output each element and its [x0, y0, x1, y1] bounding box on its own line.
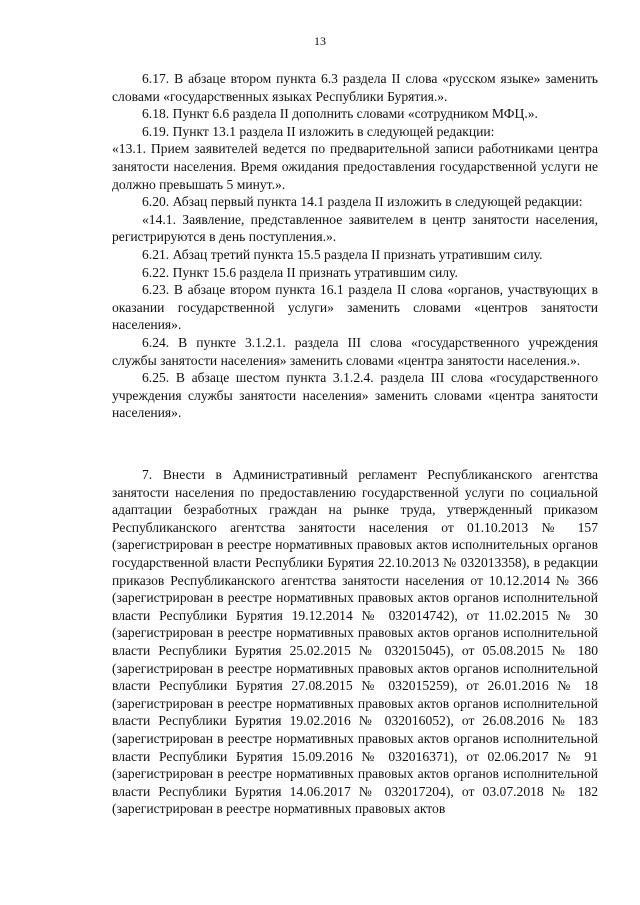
paragraph-6-21: 6.21. Абзац третий пункта 15.5 раздела II признать утратившим силу.: [142, 246, 543, 262]
paragraph-6-22: 6.22. Пункт 15.6 раздела II признать утратившим силу.: [142, 264, 458, 280]
page-number: 13: [314, 34, 326, 48]
paragraph-6-20: 6.20. Абзац первый пункта 14.1 раздела II изложить в следующей редакции:: [142, 194, 583, 210]
paragraph-6-17: 6.17. В абзаце втором пункта 6.3 раздела II слова «русском языке» заменить словами «государственных языках Республики Бурятия.».: [112, 71, 598, 104]
quote-14-1: «14.1. Заявление, представленное заявителем в центр занятости населения, регистрируются в день поступления.».: [112, 211, 598, 245]
paragraph-6-25: 6.25. В абзаце шестом пункта 3.1.2.4. раздела III слова «государственного учреждения службы занятости населения» заменить словами «центра занятости населения».: [112, 370, 598, 421]
paragraph-6-24: 6.24. В пункте 3.1.2.1. раздела III слова «государственного учреждения службы занятости населения» заменить словами «центра занятости населения.».: [112, 334, 598, 368]
quote-13-1: «13.1. Прием заявителей ведется по предварительной записи работниками центра занятости населения. Время ожидания предоставления государственной услуги не должно превышать 5 минут.».: [112, 141, 598, 192]
paragraph-6-18: 6.18. Пункт 6.6 раздела II дополнить словами «сотрудником МФЦ.».: [142, 106, 538, 122]
paragraph-6-23: 6.23. В абзаце втором пункта 16.1 раздела II слова «органов, участвующих в оказании государственной услуги» заменить словами «центров занятости населения».: [112, 282, 598, 333]
amendments-list: [112, 70, 598, 422]
paragraph-7: 7. Внести в Административный регламент Республиканского агентства занятости населения по предоставлению государственной услуги по социальной адаптации безработных граждан на рынке труда, утвержденный приказом Республиканского агентства занятости населения от 01.10.2013 № 157 (зарегистрирован в реестре нормативных правовых актов исполнительных органов государственной власти Республики Бурятия 22.10.2013 № 032013358), в редакции приказов Республиканского агентства занятости населения от 10.12.2014 № 366 (зарегистрирован в реестре нормативных правовых актов органов исполнительной власти Республики Бурятия 19.12.2014 № 032014742), от 11.02.2015 № 30 (зарегистрирован в реестре нормативных правовых актов органов исполнительной власти Республики Бурятия 25.02.2015 № 032015045), от 05.08.2015 № 180 (зарегистрирован в реестре нормативных правовых актов органов исполнительной власти Республики Бурятия 27.08.2015 № 032015259), от 26.01.2016 № 18 (зарегистрирован в реестре нормативных правовых актов органов исполнительной власти Республики Бурятия 19.02.2016 № 032016052), от 26.08.2016 № 183 (зарегистрирован в реестре нормативных правовых актов органов исполнительной власти Республики Бурятия 15.09.2016 № 032016371), от 02.06.2017 № 91 (зарегистрирован в реестре нормативных правовых актов органов исполнительной власти Республики Бурятия 14.06.2017 № 032017204), от 03.07.2018 № 182 (зарегистрирован в реестре нормативных правовых актов: [112, 467, 598, 817]
section-7: [112, 466, 598, 818]
paragraph-6-19: 6.19. Пункт 13.1 раздела II изложить в следующей редакции:: [142, 123, 495, 139]
